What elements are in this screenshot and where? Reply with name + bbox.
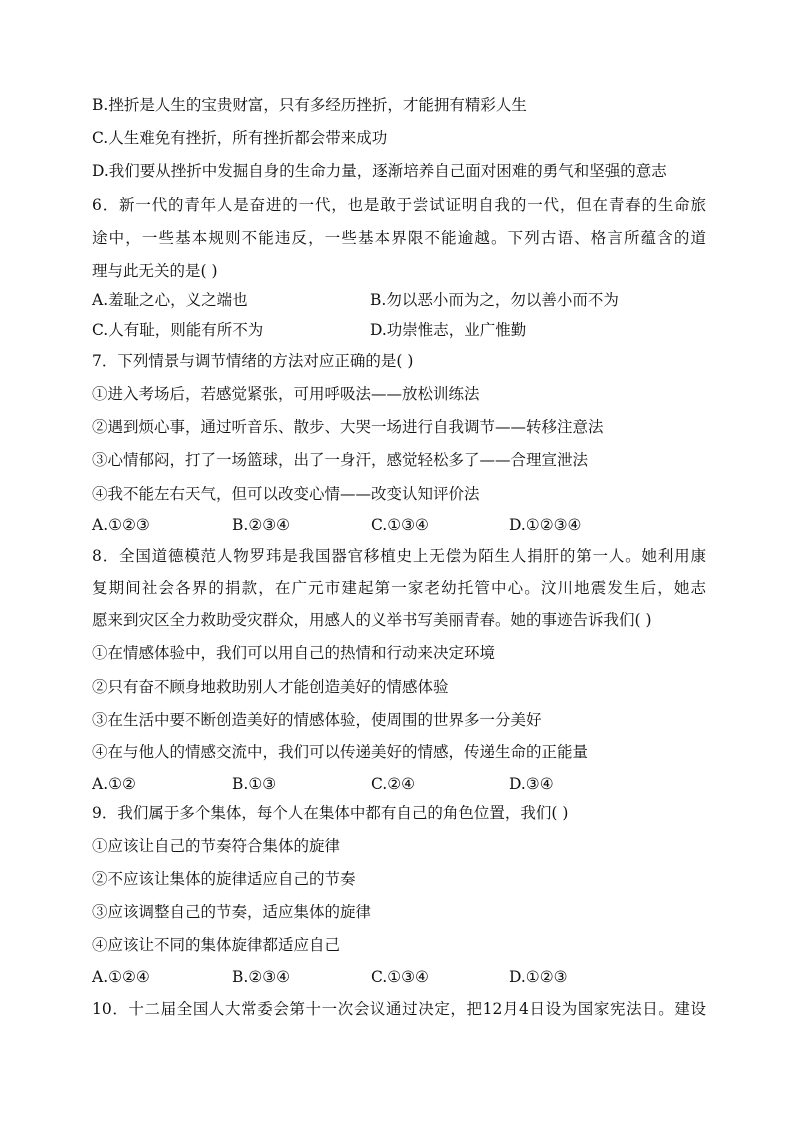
q7-statement-3: ③心情郁闷，打了一场篮球，出了一身汗，感觉轻松多了——合理宣泄法 <box>92 451 589 469</box>
q8-statement-1: ①在情感体验中，我们可以用自己的热情和行动来决定环境 <box>92 644 496 662</box>
q8-option-b: B.①③ <box>232 775 277 793</box>
q8-statement-3: ③在生活中要不断创造美好的情感体验，使周围的世界多一分美好 <box>92 711 542 729</box>
q9-statement-3: ③应该调整自己的节奏，适应集体的旋律 <box>92 903 372 921</box>
q7-option-a: A.①②③ <box>92 516 150 534</box>
q6-option-b: B.勿以恶小而为之，勿以善小而不为 <box>370 291 619 309</box>
q8-option-c: C.②④ <box>371 775 416 793</box>
q9-option-c: C.①③④ <box>371 968 429 986</box>
q9-option-d: D.①②③ <box>509 968 568 986</box>
q9-statement-2: ②不应该让集体的旋律适应自己的节奏 <box>92 870 356 888</box>
q5-option-c: C.人生难免有挫折，所有挫折都会带来成功 <box>92 129 388 147</box>
q6-option-a: A.羞耻之心，义之端也 <box>92 291 248 309</box>
q9-option-b: B.②③④ <box>232 968 291 986</box>
q7-statement-4: ④我不能左右天气，但可以改变心情——改变认知评价法 <box>92 485 480 503</box>
q6-stem-line-2: 途中，一些基本规则不能违反，一些基本界限不能逾越。下列古语、格言所蕴含的道 <box>92 229 706 247</box>
q5-option-b: B.挫折是人生的宝贵财富，只有多经历挫折，才能拥有精彩人生 <box>92 96 527 114</box>
q7-option-c: C.①③④ <box>371 516 429 534</box>
q8-stem-line-3: 愿来到灾区全力救助受灾群众，用感人的义举书写美丽青春。她的事迹告诉我们( ) <box>92 611 652 629</box>
q6-option-d: D.功崇惟志，业广惟勤 <box>370 321 527 339</box>
q6-stem-line-3: 理与此无关的是( ) <box>92 262 218 280</box>
q8-stem-line-1: 8．全国道德模范人物罗玮是我国器官移植史上无偿为陌生人捐肝的第一人。她利用康 <box>92 547 706 565</box>
q8-option-a: A.①② <box>92 775 136 793</box>
q8-statement-2: ②只有奋不顾身地救助别人才能创造美好的情感体验 <box>92 678 449 696</box>
q10-stem-line-1: 10．十二届全国人大常委会第十一次会议通过决定，把12月4日设为国家宪法日。建设 <box>92 1000 706 1018</box>
q5-option-d: D.我们要从挫折中发掘自身的生命力量，逐渐培养自己面对困难的勇气和坚强的意志 <box>92 162 667 180</box>
q7-stem: 7．下列情景与调节情绪的方法对应正确的是( ) <box>92 352 414 370</box>
q8-option-d: D.③④ <box>509 775 554 793</box>
q7-statement-2: ②遇到烦心事，通过听音乐、散步、大哭一场进行自我调节——转移注意法 <box>92 418 604 436</box>
q9-statement-1: ①应该让自己的节奏符合集体的旋律 <box>92 837 341 855</box>
q7-option-d: D.①②③④ <box>509 516 582 534</box>
q9-statement-4: ④应该让不同的集体旋律都适应自己 <box>92 936 341 954</box>
q8-stem-line-2: 复期间社会各界的捐款，在广元市建起第一家老幼托管中心。汶川地震发生后，她志 <box>92 579 706 597</box>
q9-option-a: A.①②④ <box>92 968 150 986</box>
q7-statement-1: ①进入考场后，若感觉紧张，可用呼吸法——放松训练法 <box>92 385 480 403</box>
q9-stem: 9．我们属于多个集体，每个人在集体中都有自己的角色位置，我们( ) <box>92 804 569 822</box>
q6-stem-line-1: 6．新一代的青年人是奋进的一代，也是敢于尝试证明自我的一代，但在青春的生命旅 <box>92 196 706 214</box>
q8-statement-4: ④在与他人的情感交流中，我们可以传递美好的情感，传递生命的正能量 <box>92 743 589 761</box>
q7-option-b: B.②③④ <box>232 516 291 534</box>
q6-option-c: C.人有耻，则能有所不为 <box>92 321 264 339</box>
